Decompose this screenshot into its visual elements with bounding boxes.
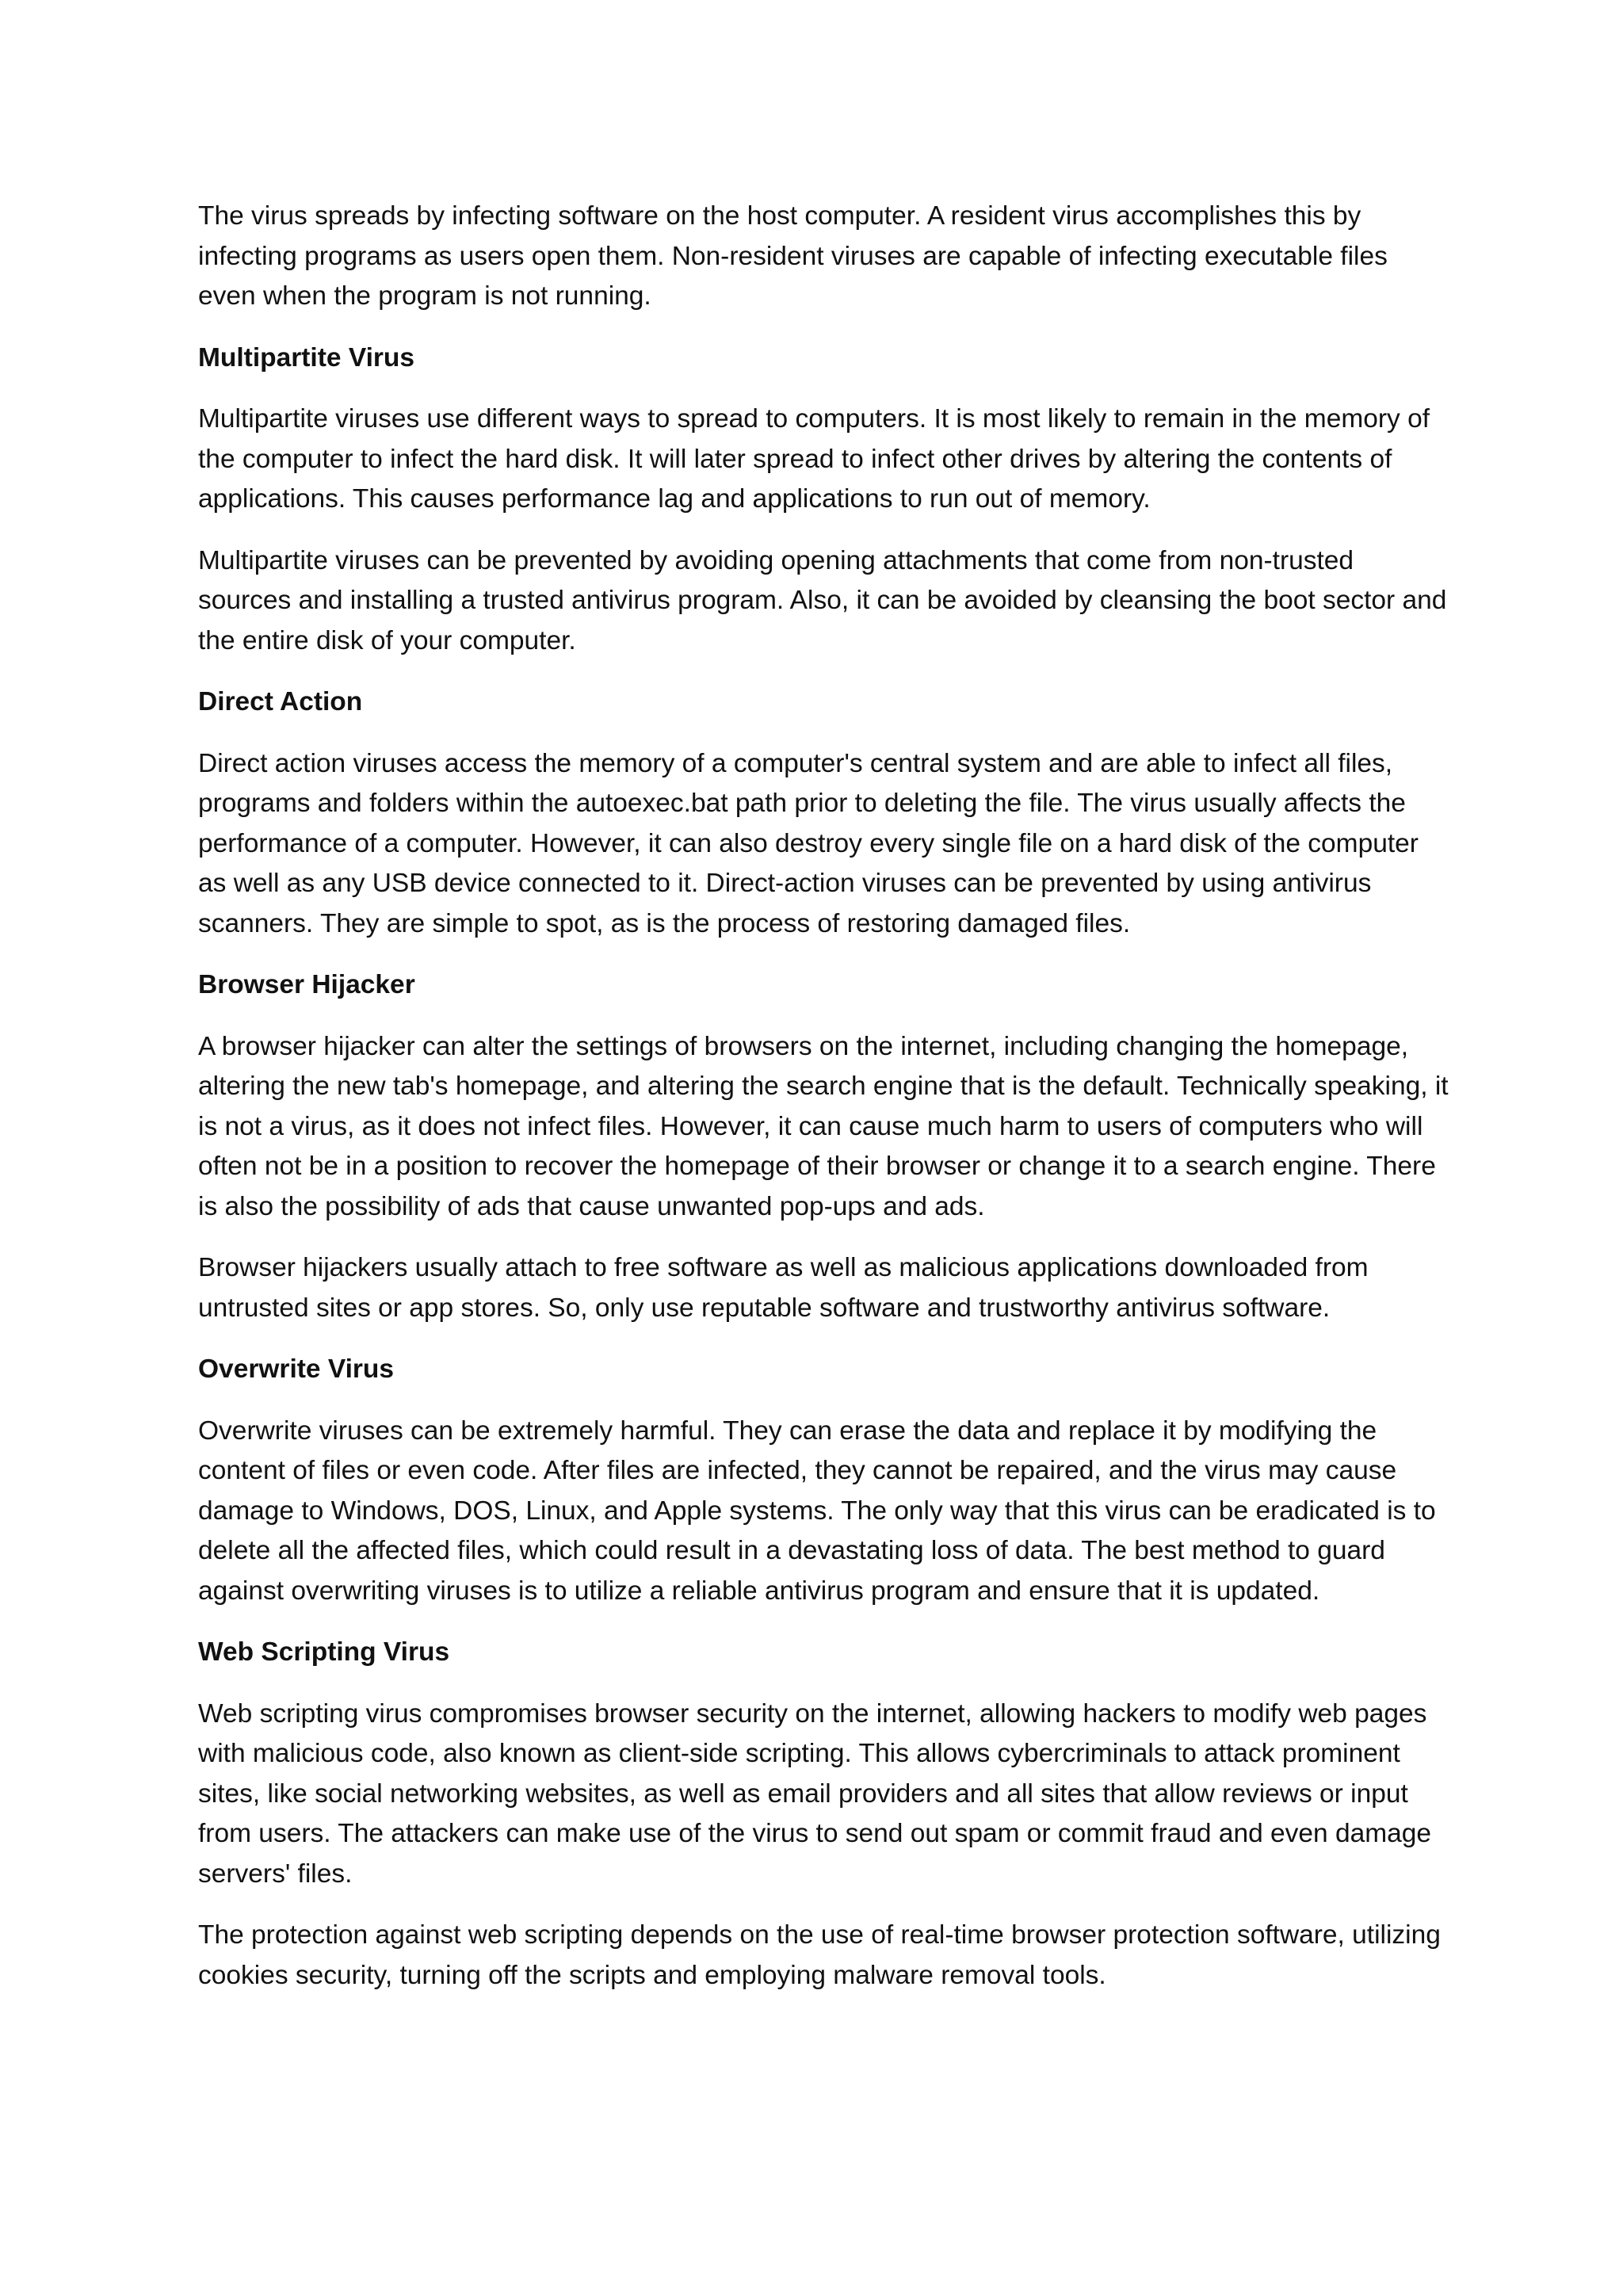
heading-direct-action: Direct Action bbox=[198, 687, 363, 716]
heading-browser-hijacker: Browser Hijacker bbox=[198, 970, 415, 999]
browser-hijacker-paragraph-2: Browser hijackers usually attach to free software as well as malicious applications downloaded from untrusted sites or app stores. So, only use reputable software and trustworthy antivirus software. bbox=[198, 1253, 1369, 1323]
heading-overwrite-virus: Overwrite Virus bbox=[198, 1354, 395, 1384]
heading-web-scripting-virus: Web Scripting Virus bbox=[198, 1637, 450, 1667]
web-scripting-paragraph-1: Web scripting virus compromises browser security on the internet, allowing hackers to modify web pages with malicious code, also known as client-side scripting. This allows cybercriminals to attack prominent sites, like social networking websites, as well as email providers and all sites that allow reviews or input from users. The attackers can make use of the virus to send out spam or commit fraud and even damage servers' files. bbox=[198, 1698, 1432, 1889]
intro-paragraph: The virus spreads by infecting software on the host computer. A resident virus accomplishes this by infecting programs as users open them. Non-resident viruses are capable of infecting executable files even when the program is not running. bbox=[198, 201, 1388, 311]
multipartite-paragraph-1: Multipartite viruses use different ways to spread to computers. It is most likely to remain in the memory of the computer to infect the hard disk. It will later spread to infect other drives by altering the contents of applications. This causes performance lag and applications to run out of memory. bbox=[198, 404, 1430, 514]
browser-hijacker-paragraph-1: A browser hijacker can alter the settings of browsers on the internet, including changing the homepage, altering the new tab's homepage, and altering the search engine that is the default. Technically speaking, it is not a virus, as it does not infect files. However, it can cause much harm to users of computers who will often not be in a position to recover the homepage of their browser or change it to a search engine. There is also the possibility of ads that cause unwanted pop-ups and ads. bbox=[198, 1031, 1449, 1221]
document-body bbox=[198, 197, 1450, 2017]
heading-multipartite-virus: Multipartite Virus bbox=[198, 342, 415, 372]
overwrite-virus-paragraph: Overwrite viruses can be extremely harmful. They can erase the data and replace it by modifying the content of files or even code. After files are infected, they cannot be repaired, and the virus may cause damage to Windows, DOS, Linux, and Apple systems. The only way that this virus can be eradicated is to delete all the affected files, which could result in a devastating loss of data. The best method to guard against overwriting viruses is to utilize a reliable antivirus program and ensure that it is updated. bbox=[198, 1415, 1436, 1606]
multipartite-paragraph-2: Multipartite viruses can be prevented by avoiding opening attachments that come from non-trusted sources and installing a trusted antivirus program. Also, it can be avoided by cleansing the boot sector and the entire disk of your computer. bbox=[198, 545, 1447, 655]
direct-action-paragraph: Direct action viruses access the memory of a computer's central system and are able to infect all files, programs and folders within the autoexec.bat path prior to deleting the file. The virus usually affects the performance of a computer. However, it can also destroy every single file on a hard disk of the computer as well as any USB device connected to it. Direct-action viruses can be prevented by using antivirus scanners. They are simple to spot, as is the process of restoring damaged files. bbox=[198, 748, 1419, 938]
web-scripting-paragraph-2: The protection against web scripting depends on the use of real-time browser protection software, utilizing cookies security, turning off the scripts and employing malware removal tools. bbox=[198, 1920, 1441, 1990]
